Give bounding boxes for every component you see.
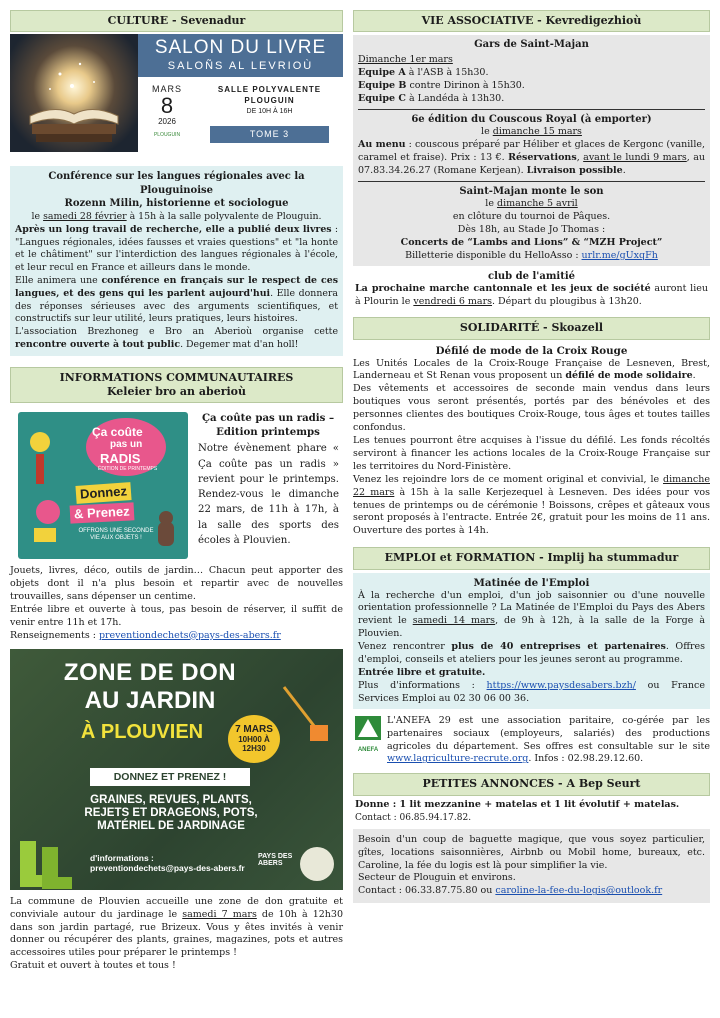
salon-venue2: PLOUGUIN [244, 96, 295, 106]
open-book-icon [10, 34, 138, 152]
zone-don-poster [10, 649, 343, 890]
zone-title3: À PLOUVIEN [80, 720, 204, 743]
asso-header: VIE ASSOCIATIVE - Kevredigezhioù [353, 10, 710, 32]
conference-title2: Rozenn Milin, historienne et sociologue [64, 198, 289, 210]
salon-venue1: SALLE POLYVALENTE [217, 85, 322, 95]
solidarite-header: SOLIDARITÉ - Skoazell [353, 317, 710, 339]
gars-title: Gars de Saint-Majan [474, 39, 589, 51]
radis-title1: Ça coûte [92, 425, 143, 440]
radis-title3: RADIS [100, 451, 141, 467]
club-title: club de l'amitié [488, 270, 575, 282]
defile-p1: Les Unités Locales de la Croix-Rouge Française de Lesneven, Brest, Landerneau et St Renan vous proposent un défilé de mode solidaire. [353, 357, 710, 382]
son-billetterie: Billetterie disponible du HelloAsso : urlr.me/gUxqFh [405, 249, 658, 261]
matinee-p4: Plus d'informations : https://www.paysdesabers.bzh/ ou France Services Emploi au 02 30 06 00 36. [358, 679, 705, 704]
radis-illustration [18, 412, 188, 559]
son-title: Saint-Majan monte le son [459, 185, 604, 197]
emploi-block [353, 573, 710, 709]
left-column [10, 10, 343, 973]
couscous-date: le dimanche 15 mars [481, 126, 582, 138]
zone-gratuit: Gratuit et ouvert à toutes et tous ! [10, 960, 176, 972]
gars-date: Dimanche 1er mars [358, 53, 453, 65]
right-column [353, 10, 710, 903]
anefa-logo-icon [354, 715, 382, 741]
culture-header: CULTURE - Sevenadur [10, 10, 343, 32]
salon-tome: TOME 3 [210, 126, 329, 142]
emploi-header: EMPLOI et FORMATION - Implij ha stummadur [353, 547, 710, 569]
defile-p3: Les tenues pourront être acquises à l'issue du défilé. Les fonds récoltés serviront à financer les actions locales de la Croix-Rouge Française sur les territoires du Nord-Finistère. [353, 435, 710, 472]
matinee-p2: Venez rencontrer plus de 40 entreprises et partenaires. Offres d'emploi, conseils et ateliers pour les jeunes seront au programme. [358, 641, 705, 666]
zone-text: La commune de Plouvien accueille une zone de don gratuite et conviviale autour du jardinage le samedi 7 mars de 10h à 12h30 dans son jardin partagé, rue Brizeux. Vous y êtes invités à venir donner ou récupérer des plants, graines, magazines, pots et autres accessoires utiles pour préparer le printemps ! [10, 895, 343, 959]
salon-day: 8 [160, 93, 174, 119]
matinee-p1: À la recherche d'un emploi, d'un job saisonnier ou d'une nouvelle orientation professionnelle ? La Matinée de l'Emploi du Pays des Abers revient le samedi 14 mars, de 9h à 12h, à la salle de la Forge à Plouvien. [358, 589, 705, 640]
conference-p4: L'association Brezhoneg e Bro an Aberioù organise cette rencontre ouverte à tout public. Degemer mat d'an holl! [15, 326, 338, 350]
salon-hours: DE 10H À 16H [246, 107, 293, 115]
son-date: le dimanche 5 avril [485, 198, 578, 210]
salon-subtitle: SALOÑS AL LEVRIOÙ [167, 60, 314, 73]
caroline-email-link[interactable]: caroline-la-fee-du-logis@outlook.fr [495, 885, 663, 897]
plouguin-logo: PLOUGUIN [153, 132, 181, 139]
anefa-link[interactable]: www.lagriculture-recrute.org [387, 753, 529, 765]
matinee-p3: Entrée libre et gratuite. [358, 666, 486, 678]
radis-p1: Jouets, livres, déco, outils de jardin… Chacun peut apporter des objets dont il n'a plus besoin et repartir avec de nouvelles trouvailles, sans dépenser un centime. [10, 565, 343, 603]
defile-p2: Des vêtements et accessoires de seconde main vendus dans leurs boutiques vous seront présentés, portés par des bénévoles et des personnes clientes des boutiques Croix-Rouge, tous âges et toutes tailles confondus. [353, 383, 710, 434]
salon-title: SALON DU LIVRE [154, 37, 327, 59]
annonce-2: Besoin d'un coup de baguette magique, que vous soyez particulier, gîtes, locations saisonnières, Airbnb ou Mobil home, bureaux, etc. Caroline, la fée du logis est là pour simplifier la vie. Secteur de Plouguin et environs. Contact : 06.33.87.75.80 ou caroline-la-fee-du-logis@outlook.fr [353, 829, 710, 904]
prenez-label: & Prenez [70, 503, 134, 524]
salon-year: 2026 [158, 117, 176, 127]
zone-title1: ZONE DE DON [63, 658, 237, 686]
zone-donnez: DONNEZ ET PRENEZ ! [90, 768, 250, 786]
defile-title: Défilé de mode de la Croix Rouge [435, 344, 628, 357]
equipe-a: Equipe A à l'ASB à 15h30. [358, 66, 489, 78]
radis-slogan: OFFRONS UNE SECONDE VIE AUX OBJETS ! [78, 528, 154, 542]
annonce-1: Donne : 1 lit mezzanine + matelas et 1 lit évolutif + matelas. Contact : 06.85.94.17.82. [355, 798, 680, 823]
radis-contact: Renseignements : preventiondechets@pays-des-abers.fr [10, 629, 281, 641]
radis-side-text: Notre évènement phare « Ça coûte pas un radis » revient pour le printemps. Rendez-vous le dimanche 22 mars, de 11h à 17h, à la salle des sports des écoles à Plouvien. [198, 443, 339, 547]
zone-title2: AU JARDIN [84, 686, 216, 714]
zone-info: d'informations : preventiondechets@pays-des-abers.fr [90, 852, 245, 874]
son-line2: Dès 18h, au Stade Jo Thomas : [457, 224, 606, 236]
gars-block [353, 35, 710, 266]
book-image [10, 34, 138, 152]
couscous-menu: Au menu : couscous préparé par Héliber et glaces de Kergonc (vanille, caramel et fraise). Prix : 13 €. Réservations, avant le lundi 9 mars, au 07.83.34.26.27 (Romane Kerjean). Livraison possible. [358, 139, 705, 176]
anefa-logo: ANEFA [353, 715, 383, 767]
salon-banner [10, 34, 343, 152]
radis-p2: Entrée libre et ouverte à tous, pas besoin de réserver, il suffit de venir entre 11h et 17h. [10, 603, 343, 628]
pays-abers-logo: PAYS DES ABERS [258, 852, 293, 868]
helloasso-link[interactable]: urlr.me/gUxqFh [581, 249, 658, 261]
zone-date-badge: 7 MARS 10H00 À 12H30 [228, 715, 280, 763]
radis-title2: pas un [110, 439, 143, 451]
conference-block [10, 166, 343, 355]
conference-p3: Elle animera une conférence en français sur le respect de ces langues, et des gens qui les parlent aujourd'hui. Elle donnera des réponses sérieuses avec des arguments scientifiques, et constructifs sur leur utilité, leurs pratiques, leurs histoires. [15, 274, 338, 325]
zone-list: GRAINES, REVUES, PLANTS, REJETS ET DRAGEONS, POTS, MATÉRIEL DE JARDINAGE [84, 793, 258, 833]
annonces-header: PETITES ANNONCES - A Bep Seurt [353, 773, 710, 795]
conference-p2: Après un long travail de recherche, elle a publié deux livres : "Langues régionales, idées fausses et vraies questions" et "la honte et le châtiment" sur l'interdiction des langues régionales à l'école, et leur recul en France et ailleurs dans le monde. [15, 223, 339, 274]
conference-title1: Conférence sur les langues régionales avec la Plouguinoise [48, 171, 305, 196]
matinee-title: Matinée de l'Emploi [473, 576, 590, 589]
radis-email-link[interactable]: preventiondechets@pays-des-abers.fr [98, 629, 281, 641]
equipe-c: Equipe C à Landéda à 13h30. [358, 92, 505, 104]
son-concerts: Concerts de “Lambs and Lions” & “MZH Project” [400, 237, 663, 249]
couscous-title: 6e édition du Couscous Royal (à emporter) [411, 113, 652, 125]
boots-icon [14, 837, 80, 890]
anefa-text: L'ANEFA 29 est une association paritaire, co-gérée par les partenaires sociaux (employeurs, salariés) des productions agricoles du département. Ses offres est consultable sur le site www.lagriculture-recrute.org. Infos : 02.98.29.12.60. [387, 714, 710, 765]
conference-date: le samedi 28 février à 15h à la salle polyvalente de Plouguin. [31, 211, 322, 223]
info-header: INFORMATIONS COMMUNAUTAIRES Keleier bro an aberioù [10, 367, 343, 404]
paysdesabers-link[interactable]: https://www.paysdesabers.bzh/ [486, 679, 636, 691]
defile-p4: Venez les rejoindre lors de ce moment original et convivial, le dimanche 22 mars à 15h à la salle Kerjezequel à Lesneven. Des idées pour vos tenues de printemps ou de cérémonie ! Boissons, crêpes et gâteaux vous seront proposés à l'entracte. Entrée 2€, gratuit pour les moins de 11 ans. Ouverture des portes à 14h. [353, 473, 710, 537]
broom-icon [278, 681, 334, 751]
radis-edition: ÉDITION DE PRINTEMPS [98, 466, 158, 473]
donnez-label: Donnez [75, 482, 131, 503]
garden-logo [300, 847, 334, 881]
club-text: La prochaine marche cantonnale et les jeux de société auront lieu à Plourin le vendredi 6 mars. Départ du plougibus à 13h20. [355, 283, 708, 308]
radis-title: Ça coûte pas un radis – Edition printemps [201, 412, 335, 439]
radis-poster [18, 412, 188, 559]
son-line1: en clôture du tournoi de Pâques. [452, 211, 611, 223]
salon-month: MARS [151, 84, 182, 95]
equipe-b: Equipe B contre Dirinon à 15h30. [358, 79, 525, 91]
